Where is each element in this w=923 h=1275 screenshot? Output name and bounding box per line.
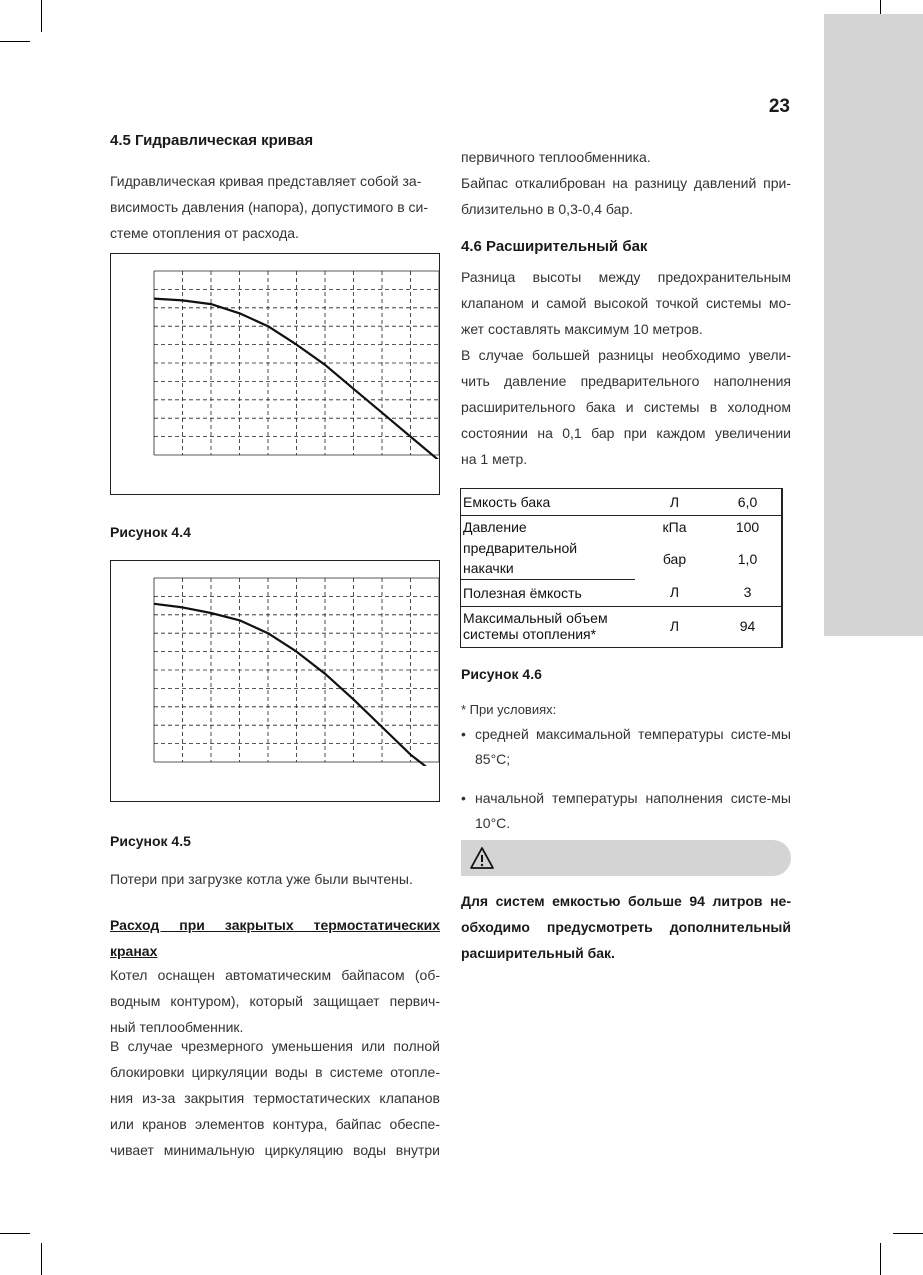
heading-line: Расход при закрытых термостатических	[110, 917, 440, 933]
table-cell-unit: бар	[662, 551, 687, 567]
chart-svg	[111, 254, 441, 496]
intro-paragraph	[110, 168, 440, 246]
figure-caption-4-6: Рисунок 4.6	[461, 666, 542, 682]
text-line: Для систем емкостью больше 94 литров не-	[461, 893, 791, 909]
figure-caption-4-5: Рисунок 4.5	[110, 833, 191, 849]
text-line: ный теплообменник.	[110, 1019, 244, 1035]
list-item: • начальной температуры наполнения систе-мы 10°C.	[461, 786, 791, 836]
warning-banner	[461, 840, 791, 876]
table-cell-value: 3	[714, 579, 781, 606]
crop-mark	[0, 41, 30, 42]
text-line: стеме отопления от расхода.	[110, 225, 299, 241]
figure-caption-4-4: Рисунок 4.4	[110, 524, 191, 540]
table-row	[461, 606, 781, 646]
table-cell-label: Полезная ёмкость	[461, 579, 635, 606]
expansion-paragraph	[461, 264, 791, 472]
text-line: расширительный бак.	[461, 945, 615, 961]
text-line: расширительного бака и системы в холодном	[461, 399, 791, 415]
text-line: на 1 метр.	[461, 451, 528, 467]
section-title-4-5: 4.5 Гидравлическая кривая	[110, 132, 314, 149]
warning-icon	[469, 846, 495, 870]
losses-note: Потери при загрузке котла уже были вычтены.	[110, 871, 413, 887]
table-cell-value: 94	[739, 618, 756, 635]
warning-text	[461, 888, 791, 966]
table-row	[461, 539, 781, 557]
crop-mark	[41, 1243, 42, 1275]
conditions-title: * При условиях:	[461, 702, 557, 717]
text-line: В случае большей разницы необходимо увели-	[461, 347, 791, 363]
label-line: системы отопления*	[463, 626, 597, 643]
table-cell-unit: Л	[635, 489, 714, 515]
crop-mark	[0, 1233, 30, 1234]
bypass-paragraph-2	[110, 1033, 440, 1163]
text-line: ния из-за закрытия термостатических клапанов	[110, 1090, 440, 1106]
page-number: 23	[768, 96, 790, 117]
text-line: водным контуром), который защищает первич-	[110, 993, 440, 1009]
text-line: жет составлять максимум 10 метров.	[461, 321, 703, 337]
text-line: состоянии на 0,1 бар при каждом увеличении	[461, 425, 791, 441]
text-line: чивает минимальную циркуляцию воды внутри	[110, 1142, 440, 1158]
hydraulic-chart-4-4	[110, 253, 440, 495]
text-line: обходимо предусмотреть дополнительный	[461, 919, 791, 935]
chapter-tab	[824, 14, 923, 636]
expansion-tank-table	[461, 489, 781, 646]
text-line: Гидравлическая кривая представляет собой за-	[110, 173, 422, 189]
bypass-heading	[110, 912, 440, 964]
text-line: висимость давления (напора), допустимого в си-	[110, 199, 429, 215]
text-line: близительно в 0,3-0,4 бар.	[461, 201, 634, 217]
table-row	[461, 515, 781, 539]
list-item: • средней максимальной температуры систе-мы 85°C;	[461, 722, 791, 772]
text-line: Разница высоты между предохранительным	[461, 269, 791, 285]
table-cell-label: накачки	[461, 557, 635, 579]
text-line: первичного теплообменника.	[461, 149, 651, 165]
conditions-list	[461, 722, 791, 836]
table-cell-label: Емкость бака	[461, 489, 635, 515]
table-cell-unit: кПа	[662, 519, 687, 536]
heading-line: кранах	[110, 943, 158, 959]
crop-mark	[880, 1243, 881, 1275]
text-line: Котел оснащен автоматическим байпасом (об-	[110, 967, 440, 983]
label-line: Максимальный объем	[463, 610, 608, 627]
crop-mark	[893, 1233, 923, 1234]
crop-mark	[41, 0, 42, 32]
text-line: В случае чрезмерного уменьшения или полной	[110, 1038, 440, 1054]
table-cell-label: предварительной	[463, 540, 578, 556]
section-title-4-6: 4.6 Расширительный бак	[461, 238, 648, 255]
table-cell-value: 6,0	[714, 489, 781, 515]
text-line: Байпас откалиброван на разницу давлений при-	[461, 175, 791, 191]
hydraulic-chart-4-5	[110, 560, 440, 802]
table-cell-unit: Л	[635, 579, 714, 606]
text-line: блокировки циркуляции воды в системе отопле-	[110, 1064, 440, 1080]
table-cell-label	[461, 606, 635, 646]
table-cell-label: Давление	[463, 519, 527, 536]
table-cell-value: 1,0	[737, 551, 758, 567]
text-line: или кранов элементов контура, байпас обеспе-	[110, 1116, 440, 1132]
bypass-paragraph-1	[110, 962, 440, 1040]
table-cell-value: 100	[735, 519, 760, 536]
text-line: клапаном и самой высокой точкой системы мо-	[461, 295, 791, 311]
table-row	[461, 579, 781, 606]
text-line: чить давление предварительного наполнения	[461, 373, 791, 389]
table-cell-unit: Л	[669, 618, 680, 635]
table-row	[461, 489, 781, 515]
continuation-paragraph	[461, 144, 791, 222]
chart-svg	[111, 561, 441, 803]
